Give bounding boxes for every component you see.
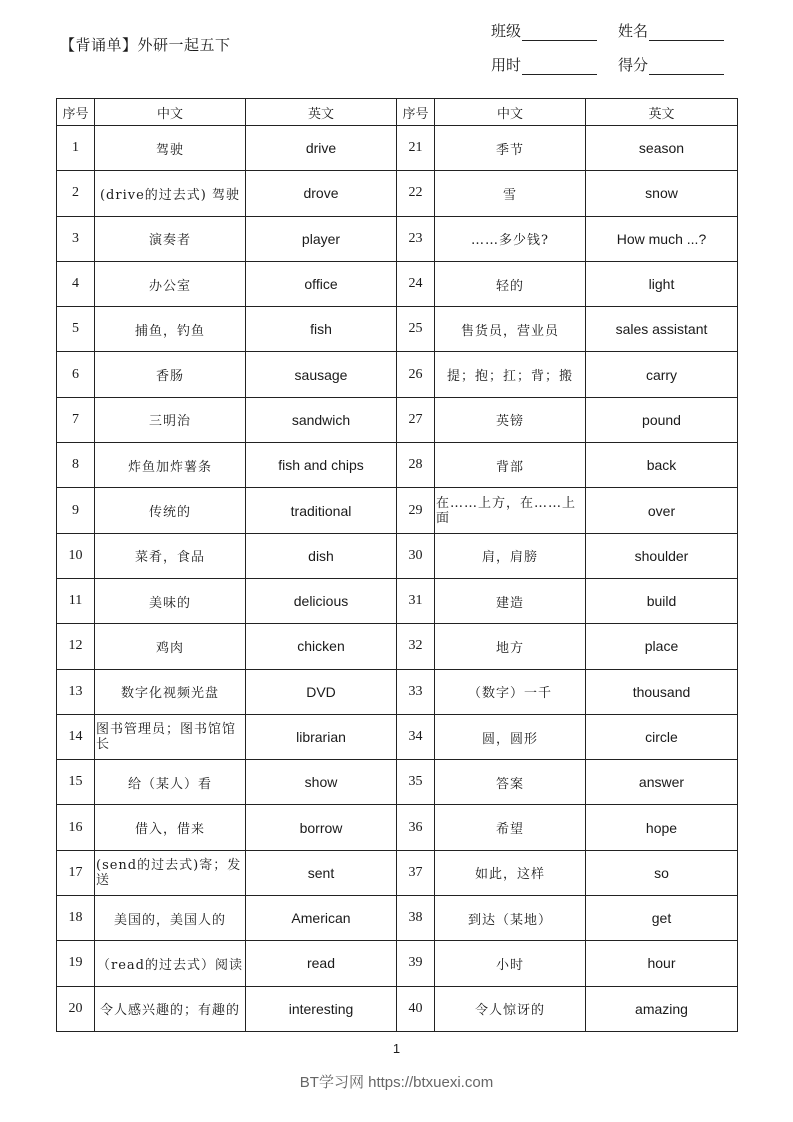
english-word-left: drive <box>246 126 397 171</box>
english-word-right: back <box>586 443 738 488</box>
item-number-left: 7 <box>57 397 95 442</box>
english-word-right: carry <box>586 352 738 397</box>
header-chinese-left: 中文 <box>95 99 246 126</box>
table-row <box>57 624 738 669</box>
table-row <box>57 533 738 578</box>
item-number-left: 20 <box>57 986 95 1031</box>
english-word-left: librarian <box>246 714 397 759</box>
chinese-meaning-left: 借入，借来 <box>95 805 246 850</box>
time-label: 用时 <box>491 56 522 74</box>
table-row <box>57 397 738 442</box>
header-number-right: 序号 <box>397 99 435 126</box>
score-label: 得分 <box>618 56 649 74</box>
chinese-meaning-left: 炸鱼加炸薯条 <box>95 443 246 488</box>
item-number-right: 22 <box>397 171 435 216</box>
chinese-meaning-left: 香肠 <box>95 352 246 397</box>
name-blank[interactable] <box>649 24 724 41</box>
table-row <box>57 578 738 623</box>
chinese-meaning-right: 提；抱；扛；背；搬 <box>435 352 586 397</box>
item-number-right: 29 <box>397 488 435 533</box>
english-word-left: DVD <box>246 669 397 714</box>
item-number-right: 35 <box>397 760 435 805</box>
english-word-left: American <box>246 896 397 941</box>
item-number-right: 33 <box>397 669 435 714</box>
chinese-meaning-right: 肩，肩膀 <box>435 533 586 578</box>
item-number-left: 2 <box>57 171 95 216</box>
english-word-right: get <box>586 896 738 941</box>
chinese-meaning-right: 建造 <box>435 578 586 623</box>
english-word-left: delicious <box>246 578 397 623</box>
time-field <box>491 54 597 75</box>
item-number-left: 19 <box>57 941 95 986</box>
item-number-left: 18 <box>57 896 95 941</box>
item-number-right: 39 <box>397 941 435 986</box>
english-word-left: read <box>246 941 397 986</box>
vocabulary-table <box>56 98 738 1032</box>
page-number: 1 <box>392 1041 401 1056</box>
time-blank[interactable] <box>522 58 597 75</box>
english-word-left: traditional <box>246 488 397 533</box>
header-number-left: 序号 <box>57 99 95 126</box>
english-word-right: pound <box>586 397 738 442</box>
english-word-right: hour <box>586 941 738 986</box>
english-word-right: place <box>586 624 738 669</box>
table-row <box>57 850 738 895</box>
table-row <box>57 352 738 397</box>
item-number-right: 32 <box>397 624 435 669</box>
table-row <box>57 126 738 171</box>
item-number-left: 4 <box>57 261 95 306</box>
english-word-right: season <box>586 126 738 171</box>
item-number-right: 27 <box>397 397 435 442</box>
item-number-right: 37 <box>397 850 435 895</box>
item-number-left: 14 <box>57 714 95 759</box>
chinese-meaning-right: （数字）一千 <box>435 669 586 714</box>
table-row <box>57 760 738 805</box>
item-number-left: 6 <box>57 352 95 397</box>
table-row <box>57 307 738 352</box>
item-number-left: 1 <box>57 126 95 171</box>
item-number-left: 16 <box>57 805 95 850</box>
english-word-left: player <box>246 216 397 261</box>
english-word-right: How much ...? <box>586 216 738 261</box>
english-word-left: interesting <box>246 986 397 1031</box>
english-word-left: fish <box>246 307 397 352</box>
item-number-left: 3 <box>57 216 95 261</box>
chinese-meaning-right: 答案 <box>435 760 586 805</box>
item-number-left: 10 <box>57 533 95 578</box>
table-row <box>57 669 738 714</box>
chinese-meaning-left: 令人感兴趣的；有趣的 <box>95 986 246 1031</box>
english-word-right: sales assistant <box>586 307 738 352</box>
english-word-right: amazing <box>586 986 738 1031</box>
header-english-right: 英文 <box>586 99 738 126</box>
item-number-left: 12 <box>57 624 95 669</box>
english-word-left: office <box>246 261 397 306</box>
item-number-right: 38 <box>397 896 435 941</box>
table-row <box>57 261 738 306</box>
item-number-right: 36 <box>397 805 435 850</box>
item-number-left: 15 <box>57 760 95 805</box>
item-number-right: 30 <box>397 533 435 578</box>
table-row <box>57 986 738 1031</box>
chinese-meaning-left: (send的过去式)寄；发送 <box>95 850 246 895</box>
english-word-right: thousand <box>586 669 738 714</box>
chinese-meaning-right: 希望 <box>435 805 586 850</box>
table-row <box>57 896 738 941</box>
english-word-left: drove <box>246 171 397 216</box>
english-word-left: sandwich <box>246 397 397 442</box>
chinese-meaning-left: 数字化视频光盘 <box>95 669 246 714</box>
chinese-meaning-right: 售货员，营业员 <box>435 307 586 352</box>
english-word-left: show <box>246 760 397 805</box>
chinese-meaning-left: (drive的过去式) 驾驶 <box>95 171 246 216</box>
chinese-meaning-left: （read的过去式）阅读 <box>95 941 246 986</box>
chinese-meaning-right: 令人惊讶的 <box>435 986 586 1031</box>
english-word-right: light <box>586 261 738 306</box>
chinese-meaning-left: 驾驶 <box>95 126 246 171</box>
name-label: 姓名 <box>618 22 649 40</box>
item-number-right: 28 <box>397 443 435 488</box>
chinese-meaning-right: ……多少钱? <box>435 216 586 261</box>
english-word-right: build <box>586 578 738 623</box>
chinese-meaning-right: 英镑 <box>435 397 586 442</box>
chinese-meaning-left: 给（某人）看 <box>95 760 246 805</box>
english-word-right: answer <box>586 760 738 805</box>
chinese-meaning-right: 在……上方，在……上面 <box>435 488 586 533</box>
chinese-meaning-left: 菜肴，食品 <box>95 533 246 578</box>
item-number-right: 24 <box>397 261 435 306</box>
english-word-right: shoulder <box>586 533 738 578</box>
item-number-left: 13 <box>57 669 95 714</box>
item-number-left: 11 <box>57 578 95 623</box>
chinese-meaning-right: 如此，这样 <box>435 850 586 895</box>
chinese-meaning-left: 美国的，美国人的 <box>95 896 246 941</box>
chinese-meaning-left: 图书管理员；图书馆馆长 <box>95 714 246 759</box>
item-number-left: 9 <box>57 488 95 533</box>
english-word-left: chicken <box>246 624 397 669</box>
chinese-meaning-left: 鸡肉 <box>95 624 246 669</box>
table-row <box>57 488 738 533</box>
item-number-right: 21 <box>397 126 435 171</box>
item-number-right: 31 <box>397 578 435 623</box>
english-word-left: dish <box>246 533 397 578</box>
item-number-left: 17 <box>57 850 95 895</box>
chinese-meaning-right: 季节 <box>435 126 586 171</box>
chinese-meaning-left: 捕鱼，钓鱼 <box>95 307 246 352</box>
chinese-meaning-left: 传统的 <box>95 488 246 533</box>
table-row <box>57 171 738 216</box>
english-word-right: over <box>586 488 738 533</box>
chinese-meaning-left: 办公室 <box>95 261 246 306</box>
english-word-left: fish and chips <box>246 443 397 488</box>
chinese-meaning-right: 雪 <box>435 171 586 216</box>
english-word-left: sent <box>246 850 397 895</box>
table-header-row <box>57 99 738 126</box>
english-word-left: borrow <box>246 805 397 850</box>
chinese-meaning-right: 轻的 <box>435 261 586 306</box>
english-word-left: sausage <box>246 352 397 397</box>
class-label: 班级 <box>491 22 522 40</box>
chinese-meaning-left: 演奏者 <box>95 216 246 261</box>
score-field <box>618 54 724 75</box>
chinese-meaning-right: 背部 <box>435 443 586 488</box>
item-number-right: 23 <box>397 216 435 261</box>
item-number-left: 8 <box>57 443 95 488</box>
chinese-meaning-right: 圆，圆形 <box>435 714 586 759</box>
table-row <box>57 443 738 488</box>
class-field <box>491 20 597 41</box>
chinese-meaning-left: 美味的 <box>95 578 246 623</box>
english-word-right: circle <box>586 714 738 759</box>
chinese-meaning-right: 地方 <box>435 624 586 669</box>
table-row <box>57 216 738 261</box>
name-field <box>618 20 724 41</box>
table-row <box>57 805 738 850</box>
item-number-right: 40 <box>397 986 435 1031</box>
header-chinese-right: 中文 <box>435 99 586 126</box>
item-number-right: 26 <box>397 352 435 397</box>
item-number-left: 5 <box>57 307 95 352</box>
score-blank[interactable] <box>649 58 724 75</box>
table-row <box>57 714 738 759</box>
header-english-left: 英文 <box>246 99 397 126</box>
english-word-right: snow <box>586 171 738 216</box>
table-row <box>57 941 738 986</box>
worksheet-title: 【背诵单】外研一起五下 <box>60 36 231 54</box>
footer-watermark: BT学习网 https://btxuexi.com <box>299 1074 494 1091</box>
item-number-right: 34 <box>397 714 435 759</box>
chinese-meaning-left: 三明治 <box>95 397 246 442</box>
chinese-meaning-right: 小时 <box>435 941 586 986</box>
english-word-right: hope <box>586 805 738 850</box>
english-word-right: so <box>586 850 738 895</box>
class-blank[interactable] <box>522 24 597 41</box>
item-number-right: 25 <box>397 307 435 352</box>
chinese-meaning-right: 到达（某地） <box>435 896 586 941</box>
